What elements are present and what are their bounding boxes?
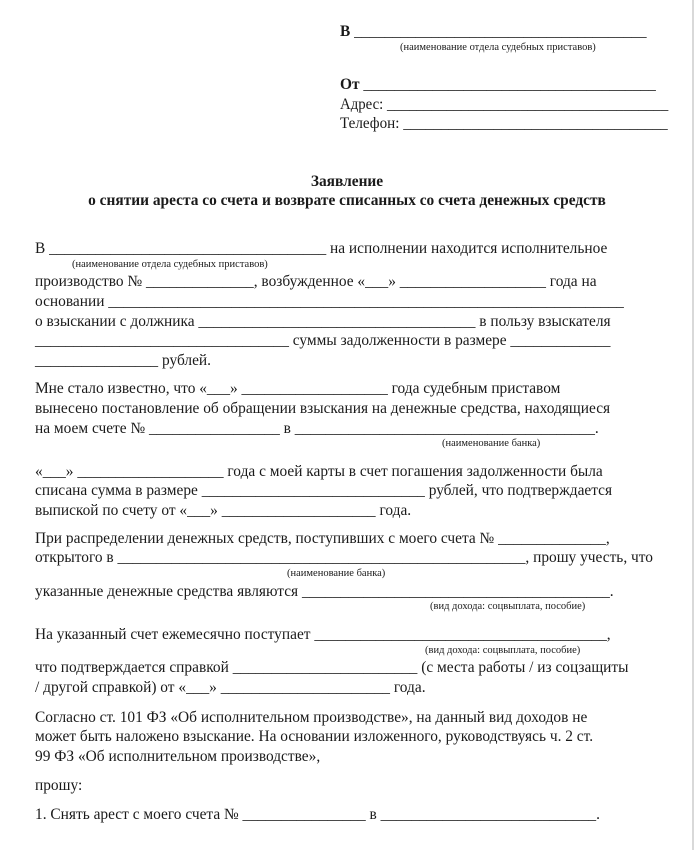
p5-line-2: что подтверждается справкой ________________________ (с места работы / из соцзащиты <box>35 659 629 676</box>
p1-line-3: основании ___________________________________________________________________ <box>35 293 624 310</box>
header-to-label: В <box>340 23 351 40</box>
p4-caption-bank: (наименование банка) <box>287 568 386 579</box>
header-phone-line: Телефон: ___________________________________ <box>340 115 668 132</box>
p1-line-2: производство № ______________, возбужденное «___» ___________________ года на <box>35 273 597 290</box>
p6-line-1: Согласно ст. 101 ФЗ «Об исполнительном производстве», на данный вид доходов не <box>35 709 588 726</box>
p1-caption: (наименование отдела судебных приставов) <box>72 259 268 270</box>
p5-line-1: На указанный счет ежемесячно поступает ______________________________________, <box>35 626 611 643</box>
p1-line-6: ________________ рублей. <box>35 352 211 369</box>
p6-line-2: может быть наложено взыскание. На основании изложенного, руководствуясь ч. 2 ст. <box>35 728 594 745</box>
p2-caption: (наименование банка) <box>442 438 541 449</box>
p3-line-1: «___» ___________________ года с моей карты в счет погашения задолженности была <box>35 463 603 480</box>
p1-line-4: о взыскании с должника ____________________________________ в пользу взыскателя <box>35 313 611 330</box>
p4-line-1: При распределении денежных средств, поступивших с моего счета № ______________, <box>35 530 610 547</box>
p5-line-3: / другой справкой) от «___» ______________________ года. <box>35 679 426 696</box>
header-from-line <box>340 76 656 94</box>
document-subtitle: о снятии ареста со счета и возврате списанных со счета денежных средств <box>88 192 606 209</box>
p4-line-2: открытого в _____________________________________________________, прошу учесть, что <box>35 549 653 566</box>
p4-caption-income: (вид дохода: соцвыплата, пособие) <box>430 601 586 612</box>
header-to-caption: (наименование отдела судебных приставов) <box>400 42 596 53</box>
p1-line-5: _________________________________ суммы задолженности в размере _____________ <box>35 332 611 349</box>
p2-line-3: на моем счете № _________________ в _______________________________________. <box>35 420 599 437</box>
p6-line-3: 99 ФЗ «Об исполнительном производстве», <box>35 748 321 765</box>
p4-line-3: указанные денежные средства являются ________________________________________. <box>35 583 614 600</box>
header-from-label: От <box>340 76 360 93</box>
p1-line-1: В ____________________________________ на исполнении находится исполнительное <box>35 240 608 257</box>
document-title: Заявление <box>310 173 384 190</box>
header-address-line: Адрес: ______________________________________ <box>340 96 669 113</box>
p5-caption: (вид дохода: соцвыплата, пособие) <box>425 645 581 656</box>
header-to-line <box>340 23 647 41</box>
p2-line-1: Мне стало известно, что «___» ___________________ года судебным приставом <box>35 380 561 397</box>
p2-line-2: вынесено постановление об обращении взыскания на денежные средства, находящиеся <box>35 400 611 417</box>
p3-line-2: списана сумма в размере _____________________________ рублей, что подтверждается <box>35 482 613 499</box>
header-from-blank: ______________________________________ <box>359 76 656 93</box>
header-to-blank: ______________________________________ <box>350 23 647 40</box>
request-word: прошу: <box>35 777 83 794</box>
p3-line-3: выпиской по счету от «___» ____________________ года. <box>35 502 412 519</box>
request-item-1: 1. Снять арест с моего счета № ________________ в ____________________________. <box>35 806 600 823</box>
